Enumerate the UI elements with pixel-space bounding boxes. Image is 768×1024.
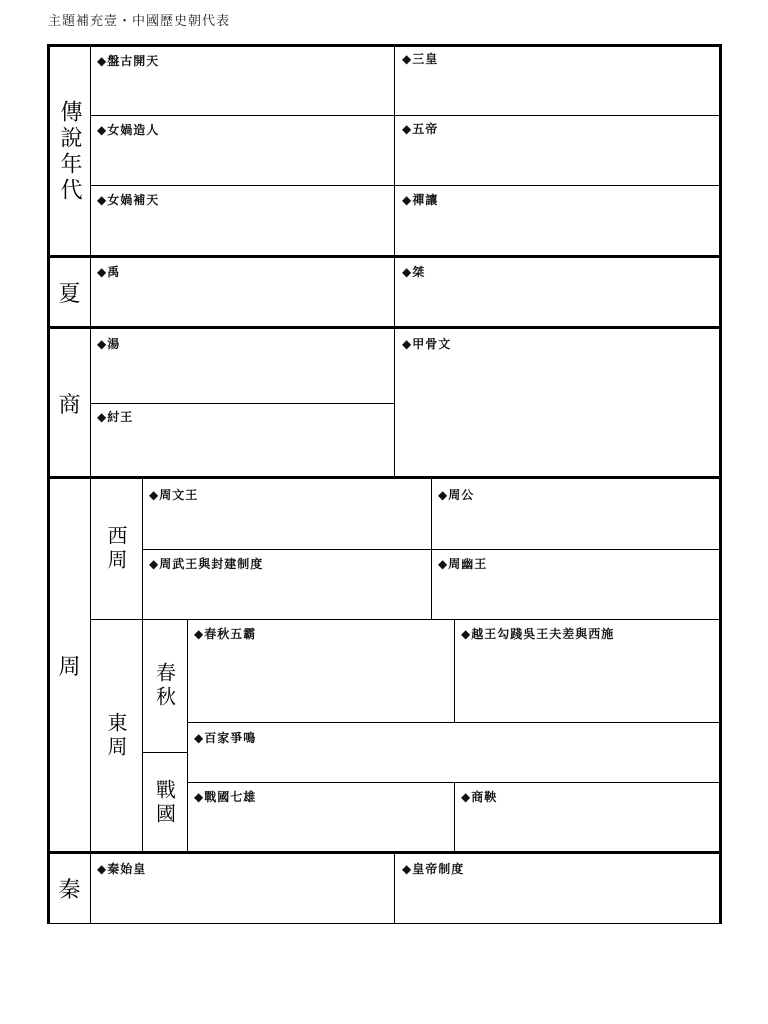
west-zhou-label: 西周	[104, 525, 128, 573]
text-zhouwang-shang: ◆紂王	[97, 410, 134, 424]
text-shangyang: ◆商鞅	[461, 790, 498, 804]
text-wuba: ◆春秋五霸	[194, 627, 257, 641]
cell-tang	[90, 328, 395, 404]
qin-label: 秦	[58, 878, 81, 903]
text-youwang: ◆周幽王	[438, 557, 488, 571]
text-qixiong: ◆戰國七雄	[194, 790, 257, 804]
cell-sanhuang	[394, 46, 721, 116]
text-wenwang: ◆周文王	[149, 488, 199, 502]
cell-baijia	[187, 722, 721, 783]
cell-jie	[394, 257, 721, 328]
text-zhougong: ◆周公	[438, 488, 475, 502]
text-nuwa-create: ◆女媧造人	[97, 123, 160, 137]
text-nuwa-mend: ◆女媧補天	[97, 193, 160, 207]
cell-shanrang	[394, 185, 721, 257]
text-goujian: ◆越王勾踐吳王夫差與西施	[461, 627, 615, 641]
text-sanhuang: ◆三皇	[402, 52, 439, 66]
east-zhou-label: 東周	[104, 712, 128, 760]
xia-label: 夏	[58, 282, 81, 307]
text-pangu: ◆盤古開天	[97, 54, 160, 68]
cell-wudi	[394, 115, 721, 186]
cell-zhougong	[431, 478, 721, 550]
text-shihuang: ◆秦始皇	[97, 862, 147, 876]
text-tang: ◆湯	[97, 337, 121, 351]
cell-yu	[90, 257, 395, 328]
text-wudi: ◆五帝	[402, 122, 439, 136]
text-jie: ◆桀	[402, 265, 426, 279]
page-header: 主題補充壹・中國歷史朝代表	[48, 14, 231, 29]
text-yu: ◆禹	[97, 265, 121, 279]
text-wuwang: ◆周武王與封建制度	[149, 557, 264, 571]
chunqiu-label: 春秋	[152, 662, 177, 710]
text-baijia: ◆百家爭鳴	[194, 731, 257, 745]
cell-zhouwang-shang	[90, 403, 395, 478]
zhou-label: 周	[58, 655, 81, 680]
text-huangdi: ◆皇帝制度	[402, 862, 465, 876]
legend-label: 傳說年代	[57, 99, 82, 204]
text-shanrang: ◆禪讓	[402, 193, 439, 207]
text-jiaguwen: ◆甲骨文	[402, 337, 452, 351]
shang-label: 商	[58, 392, 81, 418]
zhanguo-label: 戰國	[152, 778, 177, 827]
